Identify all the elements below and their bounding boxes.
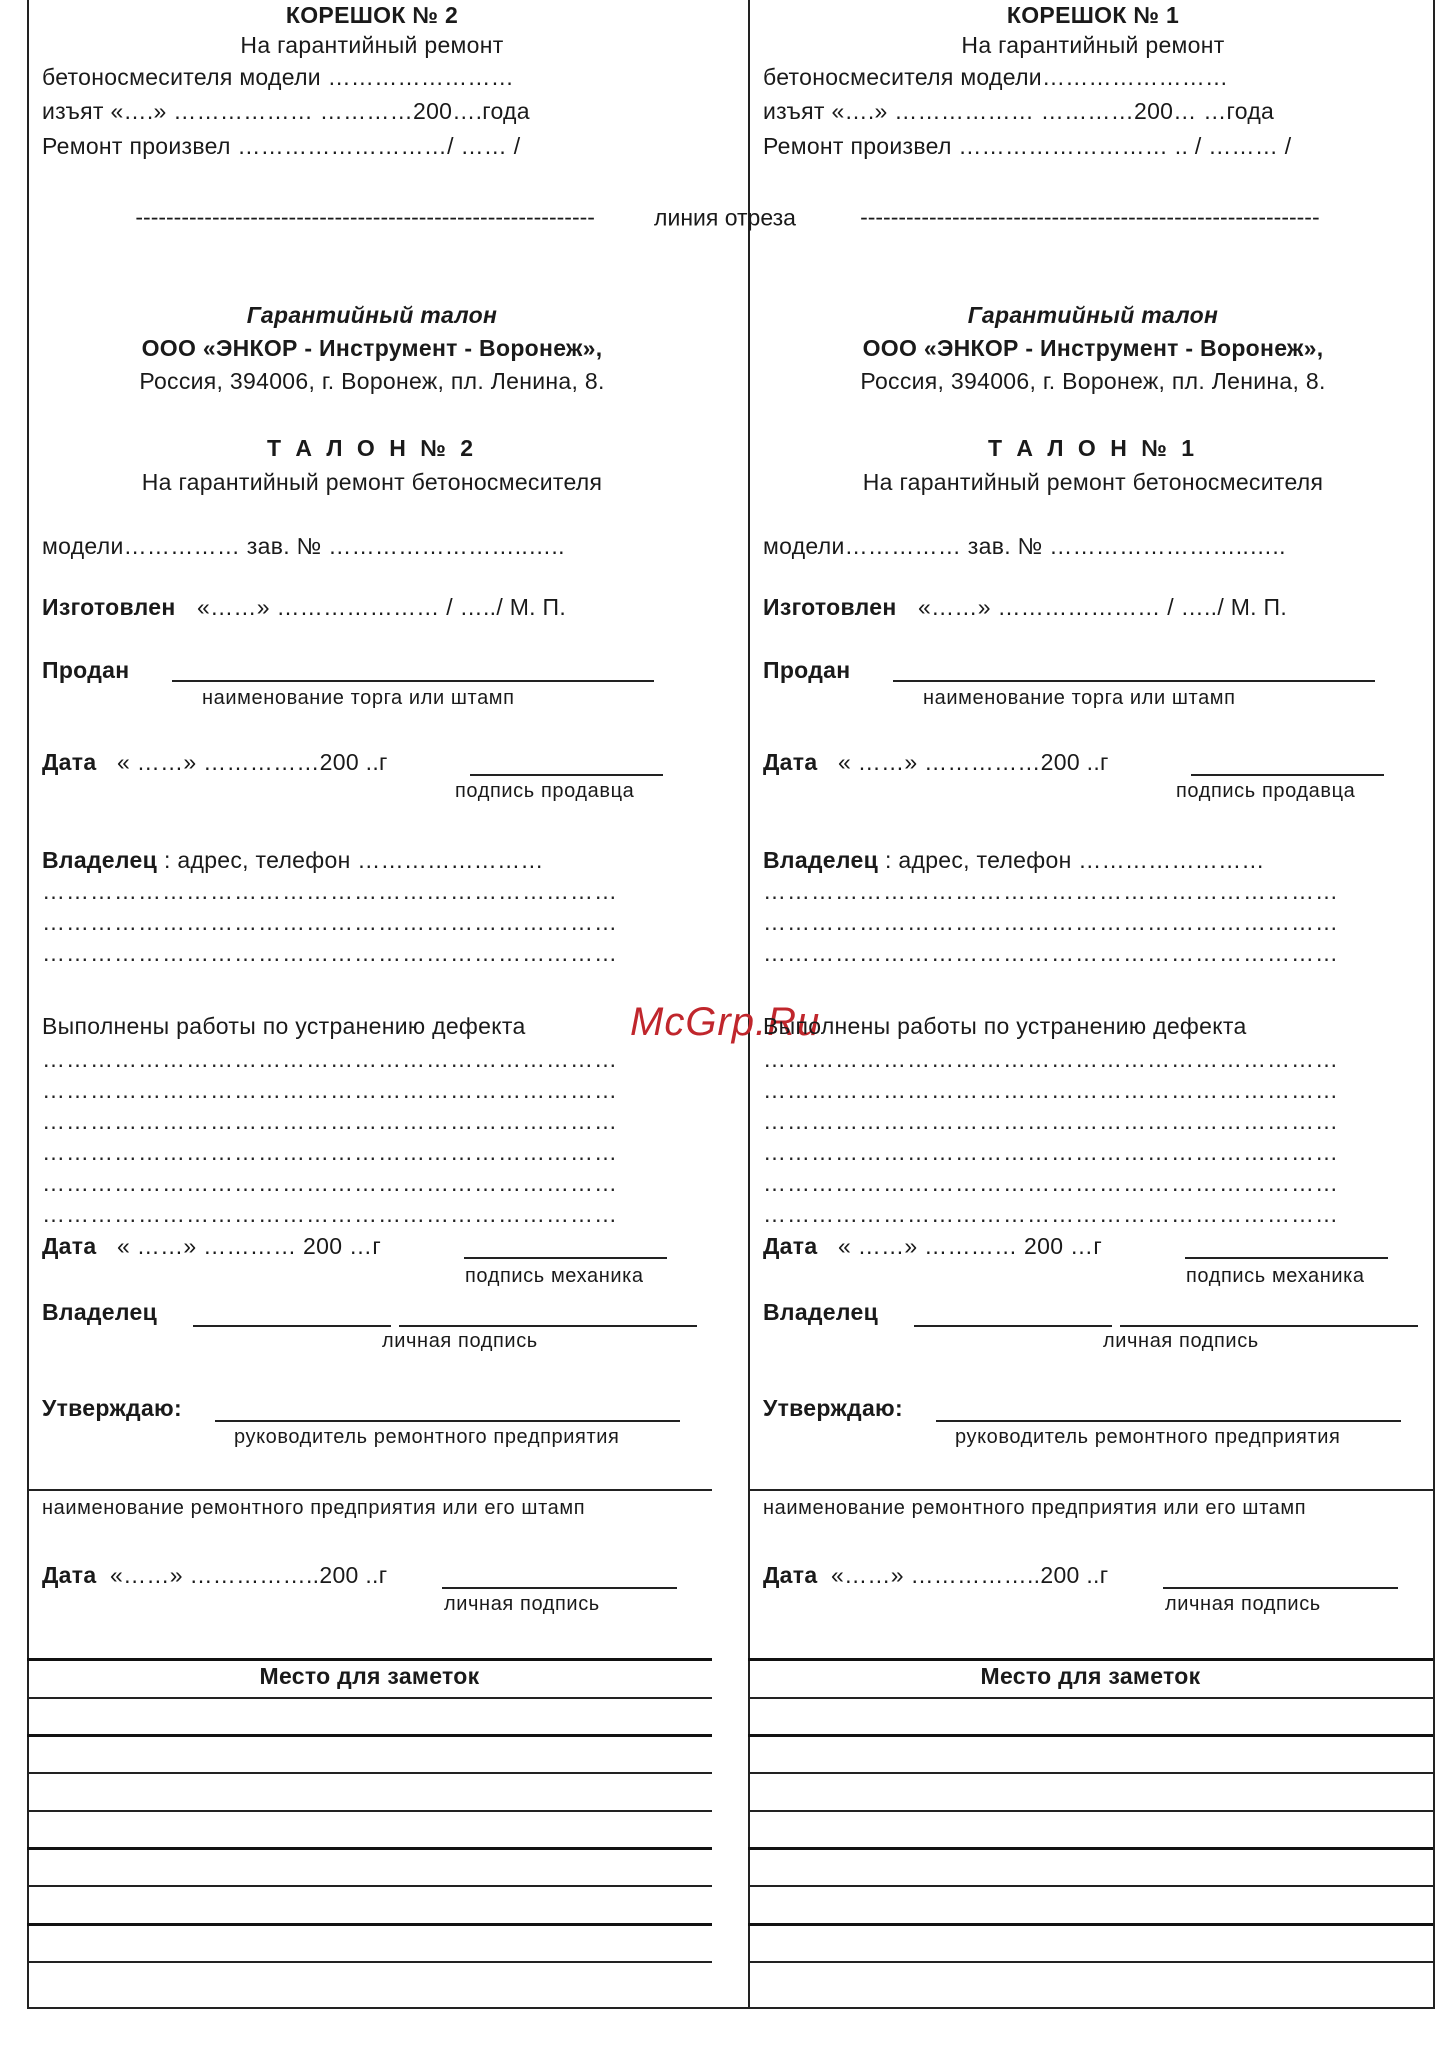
notes-line-2 — [27, 1734, 712, 1737]
work-label: Выполнены работы по устранению дефекта — [42, 1013, 526, 1039]
model-line: модели…………… зав. № ……………………..….. — [763, 533, 1286, 559]
model-line: модели…………… зав. № ……………………..….. — [42, 533, 565, 559]
notes-line-5 — [27, 1847, 712, 1850]
warranty-column-2 — [27, 0, 752, 2051]
owner-label: Владелец — [763, 847, 879, 873]
stub-line-4: Ремонт произвел ………………………/ …… / — [42, 133, 521, 159]
approve-label: Утверждаю: — [42, 1395, 182, 1421]
owner-dots-3: ……………………………………………………………… — [42, 940, 618, 966]
made-value: «……» ………………… / …../ М. П. — [197, 594, 567, 620]
sold-signature-line — [893, 680, 1375, 682]
approve-caption: руководитель ремонтного предприятия — [234, 1426, 620, 1448]
mechanic-caption: подпись механика — [1186, 1265, 1365, 1287]
sold-label: Продан — [42, 657, 130, 683]
notes-line-6 — [27, 1885, 712, 1887]
approve-signature-line — [936, 1420, 1401, 1422]
work-dots-5: ……………………………………………………………… — [42, 1170, 618, 1196]
stub-line-3: изъят «….» ……………… …………200… …года — [763, 98, 1275, 124]
work-dots-5: ……………………………………………………………… — [763, 1170, 1339, 1196]
notes-top-rule — [27, 1658, 712, 1661]
owner2-line-b — [1120, 1325, 1418, 1327]
made-label: Изготовлен — [42, 594, 176, 620]
notes-line-4 — [27, 1810, 712, 1812]
coupon-heading: Гарантийный талон — [246, 302, 498, 328]
talon-subtitle: На гарантийный ремонт бетоносмесителя — [141, 469, 603, 495]
company-name: ООО «ЭНКОР - Инструмент - Воронеж», — [862, 335, 1324, 361]
stub-title: КОРЕШОК № 2 — [285, 2, 459, 28]
notes-line-8 — [27, 1961, 712, 1963]
stub-line-1: На гарантийный ремонт — [961, 32, 1225, 58]
enterprise-caption: наименование ремонтного предприятия или его штамп — [42, 1497, 586, 1519]
owner-dots-2: ……………………………………………………………… — [42, 909, 618, 935]
stub-line-4: Ремонт произвел ……………………… .. / ……… / — [763, 133, 1292, 159]
date2-value: « ……» ………… 200 …г — [117, 1233, 382, 1259]
sold-caption: наименование торга или штамп — [202, 687, 515, 709]
seller-signature-line — [1191, 774, 1384, 776]
talon-subtitle: На гарантийный ремонт бетоносмесителя — [862, 469, 1324, 495]
work-dots-2: ……………………………………………………………… — [763, 1077, 1339, 1103]
watermark: McGrp.Ru — [630, 1000, 821, 1044]
company-address: Россия, 394006, г. Воронеж, пл. Ленина, 8. — [860, 368, 1326, 394]
notes-title: Место для заметок — [259, 1663, 480, 1689]
date3-value: «……» ……………..200 ..г — [110, 1562, 388, 1588]
notes-line-5 — [748, 1847, 1433, 1850]
owner2-line-a — [193, 1325, 391, 1327]
made-value: «……» ………………… / …../ М. П. — [918, 594, 1288, 620]
approve-signature-line — [215, 1420, 680, 1422]
warranty-column-1 — [748, 0, 1451, 2051]
mechanic-caption: подпись механика — [465, 1265, 644, 1287]
personal-caption: личная подпись — [382, 1330, 538, 1352]
work-dots-1: ……………………………………………………………… — [763, 1046, 1339, 1072]
notes-line-1 — [748, 1697, 1433, 1699]
cut-line-label: линия отреза — [654, 204, 796, 231]
owner-dots-3: ……………………………………………………………… — [763, 940, 1339, 966]
enterprise-separator — [27, 1489, 712, 1491]
seller-caption: подпись продавца — [455, 780, 635, 802]
owner-label: Владелец — [42, 847, 158, 873]
sold-signature-line — [172, 680, 654, 682]
owner2-line-a — [914, 1325, 1112, 1327]
owner2-label: Владелец — [42, 1299, 158, 1325]
work-dots-6: ……………………………………………………………… — [42, 1201, 618, 1227]
date2-label: Дата — [763, 1233, 818, 1259]
notes-line-3 — [748, 1772, 1433, 1774]
coupon-heading: Гарантийный талон — [967, 302, 1219, 328]
personal2-signature-line — [1163, 1587, 1398, 1589]
approve-caption: руководитель ремонтного предприятия — [955, 1426, 1341, 1448]
personal2-caption: личная подпись — [1165, 1593, 1321, 1615]
work-dots-3: ……………………………………………………………… — [42, 1108, 618, 1134]
approve-label: Утверждаю: — [763, 1395, 903, 1421]
notes-top-rule — [748, 1658, 1433, 1661]
sold-label: Продан — [763, 657, 851, 683]
stub-title: КОРЕШОК № 1 — [1006, 2, 1180, 28]
work-label: Выполнены работы по устранению дефекта — [763, 1013, 1247, 1039]
notes-line-6 — [748, 1885, 1433, 1887]
notes-line-4 — [748, 1810, 1433, 1812]
date-label: Дата — [42, 749, 97, 775]
owner-dots-2: ……………………………………………………………… — [763, 909, 1339, 935]
notes-line-1 — [27, 1697, 712, 1699]
made-label: Изготовлен — [763, 594, 897, 620]
owner2-label: Владелец — [763, 1299, 879, 1325]
notes-line-7 — [748, 1923, 1433, 1926]
work-dots-4: ……………………………………………………………… — [42, 1139, 618, 1165]
stub-line-2: бетоносмесителя модели …………………… — [42, 64, 515, 90]
owner2-line-b — [399, 1325, 697, 1327]
enterprise-separator — [748, 1489, 1433, 1491]
notes-line-2 — [748, 1734, 1433, 1737]
stub-line-3: изъят «….» ……………… …………200….года — [42, 98, 530, 124]
work-dots-2: ……………………………………………………………… — [42, 1077, 618, 1103]
company-name: ООО «ЭНКОР - Инструмент - Воронеж», — [141, 335, 603, 361]
talon-title: Т А Л О Н № 1 — [987, 435, 1199, 461]
personal-caption: личная подпись — [1103, 1330, 1259, 1352]
owner-dots-1: ……………………………………………………………… — [763, 878, 1339, 904]
work-dots-4: ……………………………………………………………… — [763, 1139, 1339, 1165]
cut-line-dashes-left: ------------------------------------------------------------ — [135, 204, 595, 231]
owner-value: : адрес, телефон …………………… — [164, 847, 544, 873]
cut-line-dashes-right: ------------------------------------------------------------ — [860, 204, 1320, 231]
date-label: Дата — [763, 749, 818, 775]
work-dots-6: ……………………………………………………………… — [763, 1201, 1339, 1227]
owner-dots-1: ……………………………………………………………… — [42, 878, 618, 904]
date3-value: «……» ……………..200 ..г — [831, 1562, 1109, 1588]
work-dots-3: ……………………………………………………………… — [763, 1108, 1339, 1134]
date-value: « ……» ……………200 ..г — [117, 749, 388, 775]
mechanic-signature-line — [1185, 1257, 1388, 1259]
date2-label: Дата — [42, 1233, 97, 1259]
date2-value: « ……» ………… 200 …г — [838, 1233, 1103, 1259]
stub-line-2: бетоносмесителя модели…………………… — [763, 64, 1229, 90]
mechanic-signature-line — [464, 1257, 667, 1259]
seller-caption: подпись продавца — [1176, 780, 1356, 802]
owner-value: : адрес, телефон …………………… — [885, 847, 1265, 873]
notes-line-7 — [27, 1923, 712, 1926]
company-address: Россия, 394006, г. Воронеж, пл. Ленина, 8. — [139, 368, 605, 394]
personal2-signature-line — [442, 1587, 677, 1589]
date-value: « ……» ……………200 ..г — [838, 749, 1109, 775]
seller-signature-line — [470, 774, 663, 776]
date3-label: Дата — [763, 1562, 818, 1588]
personal2-caption: личная подпись — [444, 1593, 600, 1615]
notes-line-3 — [27, 1772, 712, 1774]
notes-title: Место для заметок — [980, 1663, 1201, 1689]
talon-title: Т А Л О Н № 2 — [266, 435, 478, 461]
notes-line-8 — [748, 1961, 1433, 1963]
date3-label: Дата — [42, 1562, 97, 1588]
work-dots-1: ……………………………………………………………… — [42, 1046, 618, 1072]
stub-line-1: На гарантийный ремонт — [240, 32, 504, 58]
enterprise-caption: наименование ремонтного предприятия или его штамп — [763, 1497, 1307, 1519]
sold-caption: наименование торга или штамп — [923, 687, 1236, 709]
